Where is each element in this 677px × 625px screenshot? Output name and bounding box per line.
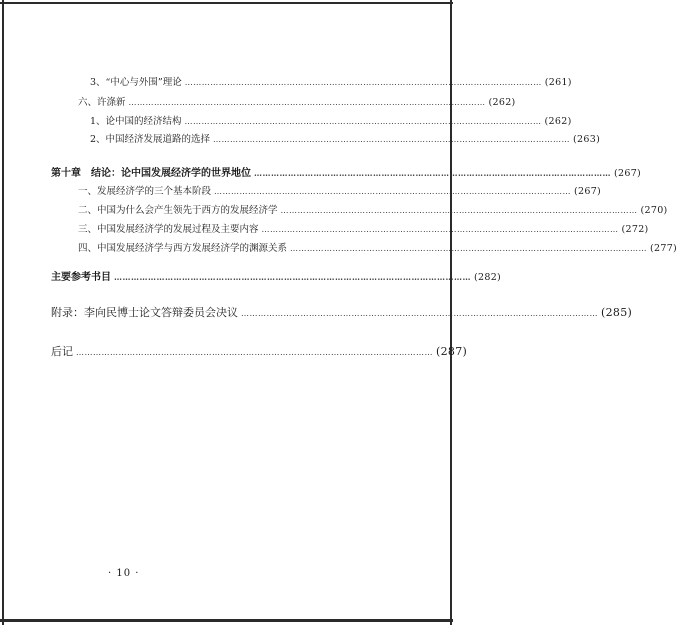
toc-entry-title: 附录：李向民博士论文答辩委员会决议 bbox=[51, 306, 238, 319]
toc-entry-title: 三、中国发展经济学的发展过程及主要内容 bbox=[78, 224, 259, 235]
toc-leader-dots: ……………………………………………………………………………………………………………… bbox=[290, 244, 648, 253]
scan-border-top bbox=[0, 2, 453, 4]
toc-entry bbox=[90, 116, 572, 128]
toc-entry bbox=[78, 205, 668, 217]
toc-leader-dots: ……………………………………………………………………………………………………………… bbox=[184, 78, 542, 87]
toc-entry-title: 一、发展经济学的三个基本阶段 bbox=[78, 186, 212, 197]
toc-entry-title: 后记 bbox=[51, 345, 73, 358]
toc-entry-page: (270) bbox=[640, 205, 668, 216]
toc-entry bbox=[90, 77, 572, 89]
toc-leader-dots: ……………………………………………………………………………………………………………… bbox=[280, 206, 638, 215]
toc-entry-title: 主要参考书目 bbox=[51, 272, 111, 283]
toc-leader-dots: ……………………………………………………………………………………………………………… bbox=[114, 272, 471, 282]
toc-leader-dots: ……………………………………………………………………………………………………………… bbox=[241, 309, 598, 318]
toc-entry bbox=[78, 186, 602, 198]
toc-leader-dots: ……………………………………………………………………………………………………………… bbox=[184, 117, 542, 126]
toc-chapter-entry bbox=[51, 271, 502, 284]
scan-border-left bbox=[2, 0, 4, 625]
scan-border-bottom bbox=[0, 619, 453, 622]
toc-entry-page: (267) bbox=[574, 186, 602, 197]
toc-entry bbox=[90, 134, 601, 146]
toc-entry-title: 四、中国发展经济学与西方发展经济学的渊源关系 bbox=[78, 243, 288, 254]
toc-entry-title: 第十章 结论：论中国发展经济学的世界地位 bbox=[51, 168, 251, 179]
toc-entry-page: (272) bbox=[621, 224, 649, 235]
toc-entry-page: (282) bbox=[474, 272, 502, 283]
toc-leader-dots: ……………………………………………………………………………………………………………… bbox=[76, 348, 433, 357]
toc-leader-dots: ……………………………………………………………………………………………………………… bbox=[254, 168, 611, 178]
toc-leader-dots: ……………………………………………………………………………………………………………… bbox=[128, 98, 486, 107]
toc-entry-title: 六、许涤新 bbox=[78, 97, 126, 108]
toc-entry-title: 1、论中国的经济结构 bbox=[90, 116, 182, 127]
toc-entry-page: (263) bbox=[573, 134, 601, 145]
toc-entry-page: (285) bbox=[601, 306, 633, 319]
toc-leader-dots: ……………………………………………………………………………………………………………… bbox=[214, 187, 572, 196]
toc-chapter-entry bbox=[51, 167, 642, 180]
toc-leader-dots: ……………………………………………………………………………………………………………… bbox=[213, 135, 571, 144]
toc-appendix-entry bbox=[51, 306, 633, 320]
toc-afterword-entry bbox=[51, 345, 468, 359]
toc-entry-page: (277) bbox=[650, 243, 677, 254]
toc-entry bbox=[78, 243, 677, 255]
page-number: · 10 · bbox=[108, 568, 140, 579]
toc-entry bbox=[78, 224, 649, 236]
toc-entry-title: 二、中国为什么会产生领先于西方的发展经济学 bbox=[78, 205, 278, 216]
toc-entry-page: (261) bbox=[544, 77, 572, 88]
toc-entry-title: 2、中国经济发展道路的选择 bbox=[90, 134, 211, 145]
toc-entry-title: 3、“中心与外围”理论 bbox=[90, 77, 182, 88]
toc-entry-page: (287) bbox=[436, 345, 468, 358]
toc-entry-page: (262) bbox=[488, 97, 516, 108]
toc-entry-page: (267) bbox=[614, 168, 642, 179]
toc-entry bbox=[78, 97, 516, 109]
toc-leader-dots: ……………………………………………………………………………………………………………… bbox=[261, 225, 619, 234]
toc-entry-page: (262) bbox=[544, 116, 572, 127]
